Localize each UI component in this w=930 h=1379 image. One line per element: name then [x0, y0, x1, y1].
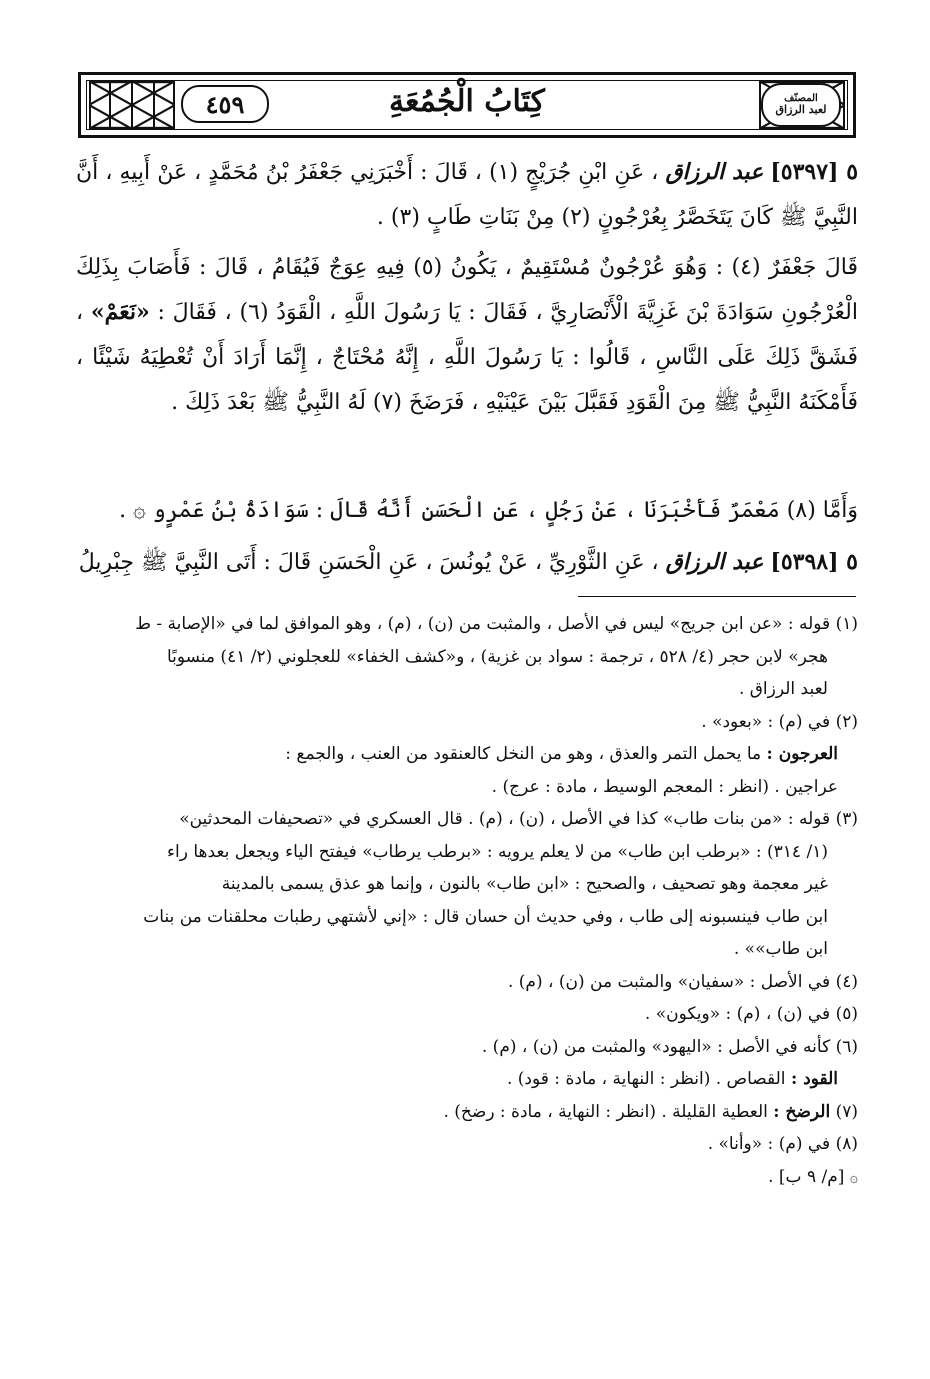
gloss-urjun — [76, 738, 858, 771]
manuscript-marker — [76, 1161, 858, 1195]
footnote-1-line-3: لعبد الرزاق . — [738, 679, 828, 699]
hadith-5397 — [76, 150, 858, 240]
footnote-7-text: العطية القليلة . (انظر : النهاية ، مادة : رضخ) . — [443, 1101, 768, 1122]
manuscript-marker-text: [م/ ٩ ب] . — [768, 1166, 845, 1187]
paragraph-jafar — [76, 245, 858, 425]
paragraph-text: وَأَمَّا (٨) مَعْمَرٌ فَأَخْبَرَنَا ، عَنْ رَجُلٍ ، عَنِ الْحَسَنِ أَنَّهُ قَالَ : سَوَادَةُ بْنُ عَمْرٍو ۞ . — [119, 498, 858, 523]
footnote-5: (٥) في (ن) ، (م) : «ويكون» . — [644, 1004, 858, 1024]
author-name: عبد الرزاق — [665, 159, 764, 185]
footnote-1-line-2: هجر» لابن حجر (٤/ ٥٢٨ ، ترجمة : سواد بن غزية) ، و«كشف الخفاء» للعجلوني (٢/ ٤١) منسوبًا — [166, 646, 828, 667]
paragraph-text-b: ، فَشَقَّ ذَلِكَ عَلَى النَّاسِ ، قَالُوا : يَا رَسُولَ اللَّهِ ، إِنَّهُ مُحْتَاجٌ ، إِنَّمَا أَرَادَ أَنْ تُعْطِيَهُ شَيْئًا ، فَأَمْكَنَهُ النَّبِيُّ ﷺ مِنَ الْقَوَدِ فَقَبَّلَ بَيْنَ عَيْنَيْهِ ، فَرَضَخَ (٧) لَهُ النَّبِيُّ ﷺ بَعْدَ ذَلِكَ . — [76, 300, 858, 415]
paragraph-mamar — [76, 488, 858, 533]
footnote-6: (٦) كأنه في الأصل : «اليهود» والمثبت من (ن) ، (م) . — [481, 1036, 858, 1057]
footnote-3-line-2: (١/ ٣١٤) : «برطب ابن طاب» من لا يعلم يرويه : «برطب يرطاب» فيفتح الياء ويجعل بعدها راء — [167, 841, 828, 862]
page-number: ٤٥٩ — [205, 89, 245, 119]
hadith-number-bracket: ] — [770, 159, 781, 185]
page-number-badge — [181, 85, 269, 123]
footnote-3-line-1: (٣) قوله : «من بنات طاب» كذا في الأصل ، (ن) ، (م) . قال العسكري في «تصحيفات المحدثين» — [179, 809, 858, 829]
footnotes — [76, 608, 858, 1194]
hadith-number-bracket: ] — [770, 549, 781, 575]
gloss-term: العرجون : — [766, 744, 838, 764]
footnote-7-term: الرضخ : — [773, 1101, 831, 1122]
footnote-2: (٢) في (م) : «بعود» . — [701, 711, 858, 732]
gloss-term: القود : — [790, 1069, 838, 1089]
hadith-text: ، عَنِ الثَّوْرِيِّ ، عَنْ يُونُسَ ، عَنِ الْحَسَنِ قَالَ : أَتَى النَّبِيَّ ﷺ جِبْرِيلُ — [78, 550, 659, 575]
hadith-number-marker: ٥ [ — [828, 549, 858, 575]
footnote-divider — [578, 596, 856, 597]
author-name: عبد الرزاق — [665, 549, 764, 575]
prophet-quote: «نَعَمْ» — [90, 299, 150, 325]
footnote-1-line-1: (١) قوله : «عن ابن جريج» ليس في الأصل ، والمثبت من (ن) ، (م) ، وهو الموافق لما في «الإصابة - ط — [135, 614, 858, 634]
seal-line-2: لعبد الرزاق — [775, 103, 827, 117]
hadith-text: ، عَنِ ابْنِ جُرَيْجٍ (١) ، قَالَ : أَخْبَرَنِي جَعْفَرُ بْنُ مُحَمَّدٍ ، عَنْ أَبِيهِ ، أَنَّ النَّبِيَّ ﷺ كَانَ يَتَخَصَّرُ بِعُرْجُونٍ (٢) مِنْ بَنَاتِ طَابٍ (٣) . — [76, 160, 858, 230]
gloss-text: القصاص . (انظر : النهاية ، مادة : قود) . — [506, 1069, 786, 1089]
gloss-urjun-line-2: عراجين . (انظر : المعجم الوسيط ، مادة : عرج) . — [491, 776, 838, 797]
footnote-7-number: (٧) — [835, 1101, 858, 1122]
manuscript-symbol-icon: ۞ — [849, 1169, 858, 1186]
lattice-ornament-left-icon — [89, 81, 175, 129]
paragraph-text-a: قَالَ جَعْفَرٌ (٤) : وَهُوَ عُرْجُونٌ مُسْتَقِيمٌ ، يَكُونُ (٥) فِيهِ عِوَجٌ فَيُقَامُ ، قَالَ : فَأَصَابَ بِذَلِكَ الْعُرْجُونِ سَوَادَةَ بْنَ غَزِيَّةَ الْأَنْصَارِيَّ ، فَقَالَ : يَا رَسُولَ اللَّهِ ، الْقَوَدُ (٦) ، فَقَالَ : — [76, 255, 858, 325]
hadith-number: ٥٣٩٨ — [780, 549, 829, 575]
footnote-7 — [76, 1096, 858, 1129]
footnote-3-line-3: غير معجمة وهو تصحيف ، والصحيح : «ابن طاب» بالنون ، وإنما هو عذق يسمى بالمدينة — [221, 874, 828, 894]
book-seal-logo — [761, 83, 841, 127]
footnote-8: (٨) في (م) : «وأنا» . — [707, 1134, 858, 1154]
page-header — [78, 72, 856, 138]
gloss-text: ما يحمل التمر والعذق ، وهو من النخل كالعنقود من العنب ، والجمع : — [285, 744, 762, 764]
running-title: كِتَابُ الْجُمُعَةِ — [389, 83, 545, 119]
gloss-qawad — [76, 1063, 858, 1096]
footnote-3-line-4: ابن طاب فينسبونه إلى طاب ، وفي حديث أن حسان قال : «إني لأشتهي رطبات محلقنات من بنات — [143, 906, 828, 927]
hadith-5398 — [76, 540, 858, 585]
footnote-3-line-5: ابن طاب»» . — [733, 939, 828, 959]
footnote-4: (٤) في الأصل : «سفيان» والمثبت من (ن) ، (م) . — [507, 971, 858, 992]
hadith-number: ٥٣٩٧ — [780, 159, 829, 185]
seal-line-1: المصنّف — [784, 92, 818, 104]
hadith-number-marker: ٥ [ — [828, 159, 859, 185]
